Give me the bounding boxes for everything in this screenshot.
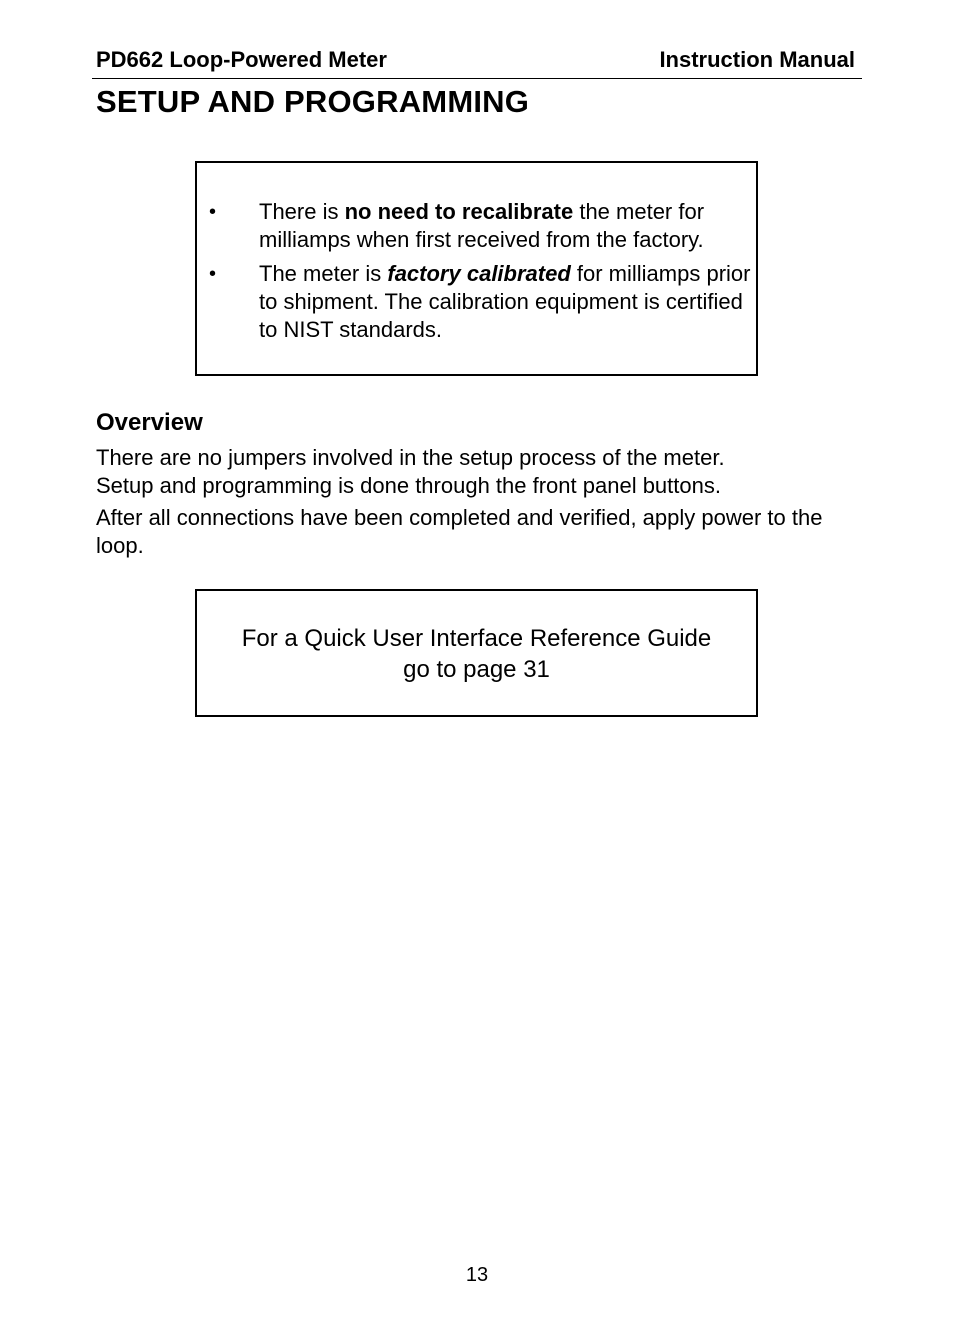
quick-reference-text <box>197 623 756 685</box>
quick-reference-box <box>195 589 758 717</box>
bullet-emphasis: no need to recalibrate <box>344 199 574 224</box>
bullet-text <box>259 260 751 344</box>
quick-reference-line-1: For a Quick User Interface Reference Guide <box>241 625 712 652</box>
bullet-text <box>259 198 751 254</box>
bullet-text-post: for milliamps prior to shipment. The calibration equipment is certified to NIST standards. <box>259 261 751 342</box>
page-number: 13 <box>465 1264 489 1286</box>
header-product-title: PD662 Loop-Powered Meter <box>96 47 387 72</box>
bullet-text-post: the meter for milliamps when first received from the factory. <box>259 199 705 252</box>
header-manual-title: Instruction Manual <box>659 47 855 72</box>
page-title: SETUP AND PROGRAMMING <box>96 84 530 119</box>
bullet-emphasis: factory calibrated <box>387 261 571 286</box>
bullet-text-pre: There is <box>259 199 345 224</box>
bullet-text-pre: The meter is <box>259 261 388 286</box>
overview-paragraph-2: After all connections have been completed and verified, apply power to the loop. <box>96 505 823 558</box>
page-header <box>92 46 862 79</box>
overview-paragraph-1-line-2: Setup and programming is done through the front panel buttons. <box>96 473 721 498</box>
overview-heading: Overview <box>96 409 203 436</box>
quick-reference-line-2: go to page 31 <box>403 656 550 683</box>
bullet-icon: • <box>209 263 217 285</box>
calibration-note-box <box>195 161 758 376</box>
overview-paragraph-1 <box>96 444 866 500</box>
overview-paragraph-1-line-1: There are no jumpers involved in the setup process of the meter. <box>96 445 725 470</box>
bullet-icon: • <box>209 201 217 223</box>
